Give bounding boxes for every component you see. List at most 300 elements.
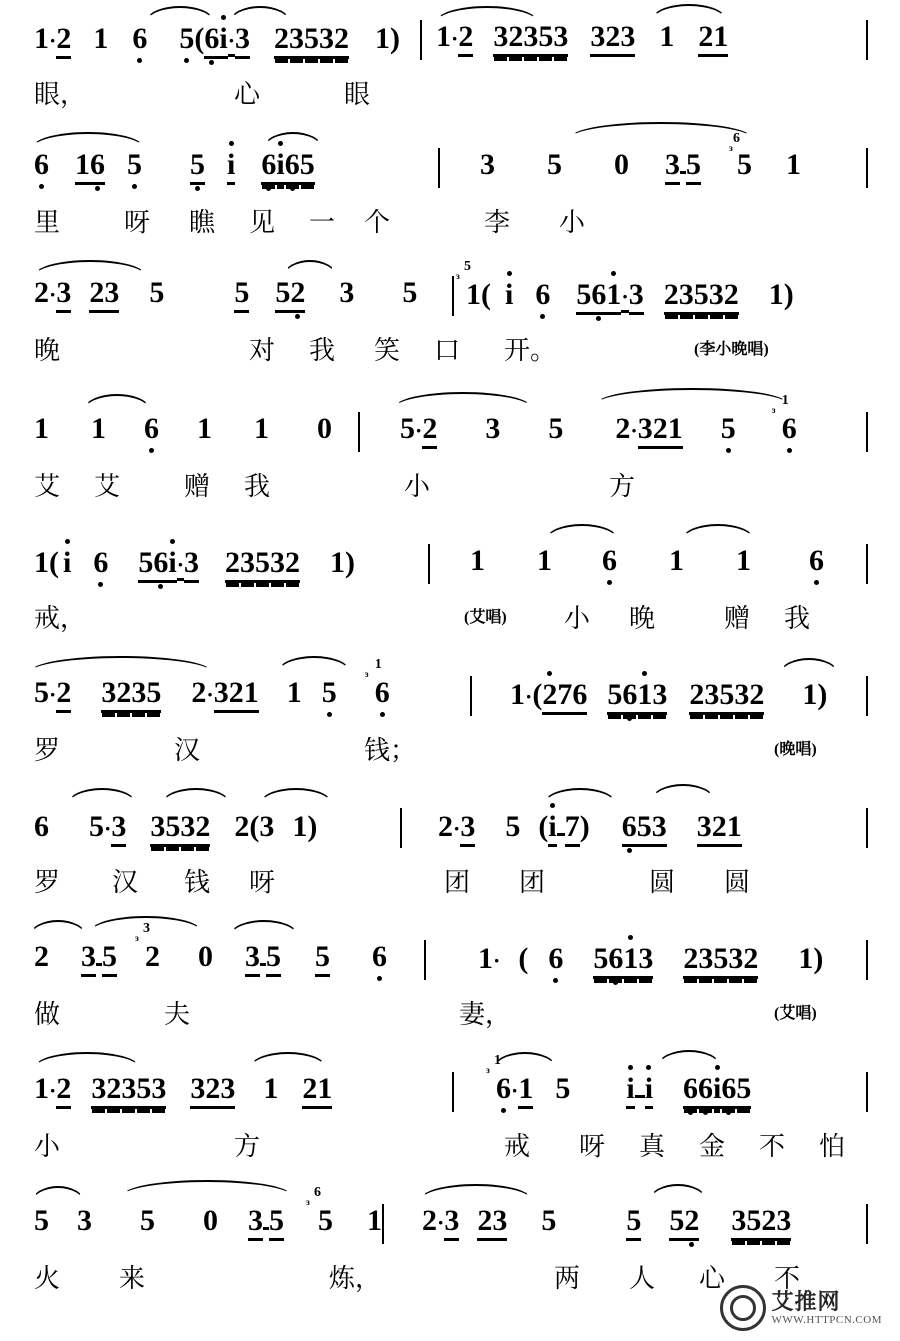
note: 1 — [367, 1204, 382, 1237]
measure-notes — [422, 1206, 791, 1241]
note: 3 — [339, 276, 355, 309]
note: 5 6 ᵌ — [729, 131, 752, 181]
note: 5 — [321, 676, 337, 709]
lyric: 不 — [774, 1264, 801, 1293]
note: 5 — [593, 944, 608, 979]
slur-mark — [420, 1184, 532, 1200]
note: 3 — [259, 810, 275, 843]
note: 5 — [637, 812, 652, 847]
slur-mark — [652, 784, 714, 800]
grace-note-6: 6 — [314, 1185, 321, 1200]
lyric: 怕 — [819, 1132, 846, 1161]
note: 2 — [664, 280, 679, 315]
grace-slash-icon: ᵌ — [456, 271, 460, 287]
note: 2 — [116, 678, 131, 713]
slur-mark — [544, 788, 616, 804]
dot-prolong: · — [525, 684, 533, 709]
note: 5 — [713, 944, 728, 979]
note: 0 — [317, 412, 332, 445]
note: 5 — [140, 1204, 155, 1237]
lyric: 团 — [444, 868, 471, 897]
note: 2 — [724, 280, 739, 315]
note: 2 — [508, 22, 523, 57]
measure-notes — [34, 1185, 382, 1241]
lyric: 妻， — [459, 1000, 512, 1029]
paren-open: ( — [538, 810, 549, 843]
barline — [400, 808, 402, 848]
note: 2 — [653, 414, 668, 449]
note: 5 — [275, 278, 290, 313]
dot-prolong: · — [630, 418, 638, 443]
note: 1 — [659, 20, 675, 53]
lyric: 小 — [34, 1132, 61, 1161]
note: 3 — [235, 24, 250, 59]
lyrics-row — [34, 74, 894, 108]
note: 6 — [698, 1074, 713, 1109]
note: 3 — [652, 680, 667, 715]
note: 3 — [734, 680, 749, 715]
note: 6 — [34, 810, 49, 843]
note: 6 — [144, 412, 159, 445]
note: 5 — [736, 1074, 751, 1109]
note: 6 — [622, 680, 637, 715]
dot-prolong: · — [511, 1078, 519, 1103]
note: 3 — [665, 150, 680, 185]
note: 1 — [518, 1074, 533, 1109]
barline — [866, 1204, 868, 1244]
note: i — [626, 1074, 634, 1109]
note: 1 — [330, 546, 346, 579]
note: 1 — [263, 1072, 279, 1105]
note: 3 — [776, 1206, 791, 1241]
lyric: 不 — [759, 1132, 786, 1161]
note: 1 — [286, 676, 302, 709]
note: 5 — [149, 276, 165, 309]
barline — [424, 940, 426, 980]
lyric: 方 — [234, 1132, 261, 1161]
note: 5 — [547, 148, 562, 181]
slur-mark — [250, 1052, 326, 1068]
lyric: 我 — [784, 604, 811, 633]
dot-prolong: · — [451, 26, 459, 51]
note: 2 — [689, 680, 704, 715]
note: 6 — [608, 944, 623, 979]
dot-prolong: · — [206, 682, 214, 707]
barline — [866, 544, 868, 584]
note: 2 — [542, 680, 557, 715]
lyric: 汉 — [112, 868, 139, 897]
note: 2 — [698, 22, 713, 57]
dot-prolong: · — [228, 30, 235, 57]
note: 6 — [809, 544, 824, 577]
paren-close: ) — [579, 810, 590, 843]
note: 5 — [179, 22, 195, 55]
lyric: 瞧 — [189, 208, 216, 237]
measure-notes — [438, 810, 742, 847]
lyric-annotation: (艾唱) — [464, 609, 507, 626]
note: 2 — [615, 412, 631, 445]
note: 7 — [557, 680, 572, 715]
lyric: 小 — [404, 472, 431, 501]
slur-mark — [780, 658, 838, 674]
measure-notes — [34, 414, 332, 444]
note: 5 — [555, 1072, 571, 1105]
paren-open: ( — [532, 678, 543, 711]
note: 5 — [136, 1074, 151, 1109]
lyric: 赠 — [184, 472, 211, 501]
grace-note-1: 1 — [781, 393, 789, 408]
note: 6 — [622, 812, 637, 847]
note: 3 — [56, 278, 71, 313]
note: 2 — [605, 22, 620, 57]
note: 2 — [334, 24, 349, 59]
note: 1 — [669, 544, 684, 577]
lyric-annotation: (晚唱) — [774, 741, 817, 758]
lyric: 罗 — [34, 868, 61, 897]
measure-notes — [34, 546, 355, 583]
note: 2 — [56, 24, 71, 59]
note: 6 — [204, 24, 219, 59]
slur-mark — [162, 788, 230, 804]
note: 2 — [89, 278, 104, 313]
dot-prolong: · — [49, 282, 57, 307]
note: 2 — [274, 24, 289, 59]
note: 6 1 ᵌ — [486, 1053, 511, 1105]
slur-mark — [260, 788, 332, 804]
note: 3 — [652, 812, 667, 847]
lyric: 钱 — [184, 868, 211, 897]
slur-mark — [546, 524, 618, 540]
paren-close: ) — [783, 278, 794, 311]
note: 6 — [572, 680, 587, 715]
note: 1 — [244, 678, 259, 713]
note: 5 — [138, 548, 153, 583]
note: 5 — [576, 280, 591, 315]
barline — [358, 412, 360, 452]
slur-mark — [84, 394, 150, 410]
note: 1 — [254, 412, 269, 445]
lyric: 小 — [559, 208, 586, 237]
barline — [866, 20, 868, 60]
note: 2 — [683, 944, 698, 979]
note: 5 — [34, 676, 49, 709]
lyric: 开。 — [504, 336, 557, 365]
slur-mark — [122, 1180, 292, 1196]
barline — [382, 1204, 384, 1244]
barline — [452, 276, 454, 316]
lyric-annotation: (李小晚唱) — [694, 341, 769, 358]
paren-open: ( — [518, 942, 529, 975]
note: 5 — [315, 942, 330, 977]
note: 3 — [638, 414, 653, 449]
barline — [866, 676, 868, 716]
lyric: 戒 — [504, 1132, 531, 1161]
note: 2 — [225, 548, 240, 583]
dot-prolong: · — [621, 286, 628, 313]
note: 1 — [470, 544, 485, 577]
note: 5 — [607, 680, 622, 715]
note: 5 — [255, 548, 270, 583]
note: 5 — [626, 1206, 641, 1241]
note: 1 — [537, 544, 552, 577]
lyric: 心 — [234, 80, 261, 109]
note: 2 — [195, 812, 210, 847]
note: 2 — [749, 680, 764, 715]
note: 3 — [289, 24, 304, 59]
note: 1 — [768, 278, 784, 311]
note: 1 — [736, 544, 751, 577]
lyric: 见 — [249, 208, 276, 237]
dot-prolong: · — [49, 682, 57, 707]
note: 2 — [34, 276, 49, 309]
note: 3 — [638, 944, 653, 979]
paren-open: ( — [249, 810, 260, 843]
note: 1 — [478, 942, 493, 975]
dot-prolong: · — [104, 816, 112, 841]
note: 5 — [304, 24, 319, 59]
lyric: 圆 — [724, 868, 751, 897]
note: 5 6 ᵌ — [306, 1185, 333, 1237]
music-system-1 — [0, 0, 900, 120]
lyric: 团 — [519, 868, 546, 897]
note: 3 — [248, 1206, 263, 1241]
note: 6 1 ᵌ — [364, 657, 390, 709]
note: 5 — [190, 150, 205, 185]
note: 1 — [375, 22, 391, 55]
lyric: 汉 — [174, 736, 201, 765]
barline — [866, 148, 868, 188]
lyric: 笑 — [374, 336, 401, 365]
barline — [866, 1072, 868, 1112]
note: 1 — [197, 412, 212, 445]
lyric: 心 — [699, 1264, 726, 1293]
note: 3 — [150, 812, 165, 847]
lyric: 晚 — [34, 336, 61, 365]
grace-note-6: 6 — [733, 131, 740, 146]
slur-mark — [652, 4, 726, 20]
note: 3 — [180, 812, 195, 847]
music-system-5 — [0, 520, 900, 648]
lyric: 眼 — [344, 80, 371, 109]
note: 3 — [679, 280, 694, 315]
note: 6 — [591, 280, 606, 315]
note: 1 — [317, 1074, 332, 1109]
note: 5 — [402, 276, 418, 309]
note: 7 — [565, 812, 580, 847]
grace-slash-icon: ᵌ — [364, 669, 369, 685]
barline — [428, 544, 430, 584]
note: 2 — [743, 944, 758, 979]
music-system-4 — [0, 388, 900, 516]
barline — [866, 412, 868, 452]
slur-mark — [230, 6, 290, 22]
note: 1 — [802, 678, 818, 711]
grace-slash-icon: ᵌ — [729, 143, 733, 159]
lyric: 艾 — [34, 472, 61, 501]
lyric: 做 — [34, 1000, 61, 1029]
slur-mark — [32, 1186, 84, 1202]
note: 6 — [261, 150, 276, 185]
measure-notes — [34, 150, 315, 185]
slur-mark — [68, 788, 136, 804]
note: 0 — [203, 1204, 218, 1237]
lyric: 钱； — [364, 736, 417, 765]
note: 6 — [285, 150, 300, 185]
music-system-3 — [0, 256, 900, 384]
lyric: 赠 — [724, 604, 751, 633]
note: 3 — [492, 1206, 507, 1241]
barline — [420, 20, 422, 60]
note: 1 — [93, 22, 109, 55]
measure-notes — [34, 22, 400, 59]
note: 5 — [746, 1206, 761, 1241]
note: 5 — [266, 942, 281, 977]
note: 6 — [683, 1074, 698, 1109]
note: 2 — [458, 22, 473, 57]
note: 2 — [302, 1074, 317, 1109]
note: 1 — [510, 678, 525, 711]
grace-note-1: 1 — [494, 1053, 501, 1068]
note: 6 — [535, 278, 551, 311]
note: 3 — [104, 278, 119, 313]
note: 6 — [721, 1074, 736, 1109]
note: 1 — [713, 22, 728, 57]
note: 3 — [220, 1074, 235, 1109]
lyric: 一 — [309, 208, 336, 237]
slur-mark — [30, 920, 86, 936]
note: 2 — [106, 1074, 121, 1109]
note: 3 — [697, 812, 712, 847]
note: 5 — [694, 280, 709, 315]
slur-mark — [146, 6, 214, 22]
note: 5 — [165, 812, 180, 847]
note: 0 — [198, 940, 213, 973]
note: 3 — [184, 548, 199, 583]
note: i — [276, 150, 284, 185]
note: i — [227, 150, 235, 185]
paren-close: ) — [817, 678, 828, 711]
note: 1 — [798, 942, 814, 975]
note: 3 — [151, 1074, 166, 1109]
measure-notes — [400, 393, 797, 449]
note: 6 — [90, 150, 105, 185]
paren-close: ) — [813, 942, 824, 975]
lyric: 来 — [119, 1264, 146, 1293]
lyric: 真 — [639, 1132, 666, 1161]
dot-prolong: · — [49, 28, 57, 53]
measure-notes — [486, 1053, 752, 1109]
note: 3 — [245, 942, 260, 977]
slur-mark — [34, 1052, 140, 1068]
note: i — [645, 1074, 653, 1109]
note: 5 — [720, 412, 736, 445]
note: 3 — [629, 280, 644, 315]
note: 1 — [34, 1072, 49, 1105]
lyric-annotation: (艾唱) — [774, 1005, 817, 1022]
note: 6 — [34, 148, 49, 181]
slur-mark — [32, 132, 144, 148]
lyric: 我 — [309, 336, 336, 365]
note: 3 — [214, 678, 229, 713]
slur-mark — [494, 1052, 556, 1068]
barline — [866, 808, 868, 848]
note: 3 — [523, 22, 538, 57]
note: 3 — [704, 680, 719, 715]
paren-open: ( — [49, 546, 59, 579]
paren-open: ( — [194, 22, 205, 55]
music-system-9 — [0, 1048, 900, 1176]
watermark-url: WWW.HTTPCN.COM — [771, 1314, 882, 1327]
note: 5 — [89, 810, 104, 843]
lyric: 火 — [34, 1264, 61, 1293]
note: 5 — [127, 148, 142, 181]
grace-slash-icon: ᵌ — [486, 1065, 490, 1081]
music-system-8 — [0, 916, 900, 1044]
measure-notes — [34, 921, 387, 977]
lyric: 人 — [629, 1264, 656, 1293]
note: 3 — [111, 812, 126, 847]
note: 1 — [727, 812, 742, 847]
grace-slash-icon: ᵌ — [771, 405, 776, 421]
note: 3 — [590, 22, 605, 57]
slur-mark — [394, 392, 532, 408]
grace-slash-icon: ᵌ — [306, 1197, 310, 1213]
note: 3 — [444, 1206, 459, 1241]
note: 3 — [480, 148, 495, 181]
slur-mark — [230, 920, 298, 936]
note: 5 — [548, 412, 564, 445]
grace-note-5: 5 — [464, 259, 471, 274]
note: 3 — [240, 548, 255, 583]
note: 3 — [493, 22, 508, 57]
lyric: 两 — [554, 1264, 581, 1293]
note: 3 — [81, 942, 96, 977]
note: 2 — [229, 678, 244, 713]
note: 2 — [205, 1074, 220, 1109]
lyric: 圆 — [649, 868, 676, 897]
paren-close: ) — [390, 22, 401, 55]
slur-mark — [264, 132, 322, 148]
lyric: 炼， — [329, 1264, 382, 1293]
measure-notes — [34, 278, 417, 313]
note: 5 — [234, 278, 249, 313]
note: 3 — [131, 678, 146, 713]
note: 3 — [190, 1074, 205, 1109]
paren-close: ) — [307, 810, 318, 843]
note: 6 — [93, 546, 109, 579]
note: 2 — [712, 812, 727, 847]
note: 5 — [669, 1206, 684, 1241]
note: 3 — [270, 548, 285, 583]
note: 5 — [505, 810, 521, 843]
lyric: 艾 — [94, 472, 121, 501]
measure-notes — [478, 942, 823, 979]
note: 2 3 ᵌ — [135, 921, 160, 973]
note: 2 — [56, 678, 71, 713]
lyric: 夫 — [164, 1000, 191, 1029]
note: 3 — [77, 1204, 92, 1237]
measure-notes — [34, 657, 390, 713]
watermark-name: 艾推网 — [771, 1288, 841, 1314]
dot-prolong: · — [453, 816, 461, 841]
note: 5 — [34, 1204, 49, 1237]
lyric: 呀 — [124, 208, 151, 237]
note: 5 — [146, 678, 161, 713]
dot-prolong: · — [493, 948, 501, 973]
note: 6 — [548, 942, 564, 975]
note: 5 — [300, 150, 315, 185]
slur-mark — [650, 1184, 706, 1200]
